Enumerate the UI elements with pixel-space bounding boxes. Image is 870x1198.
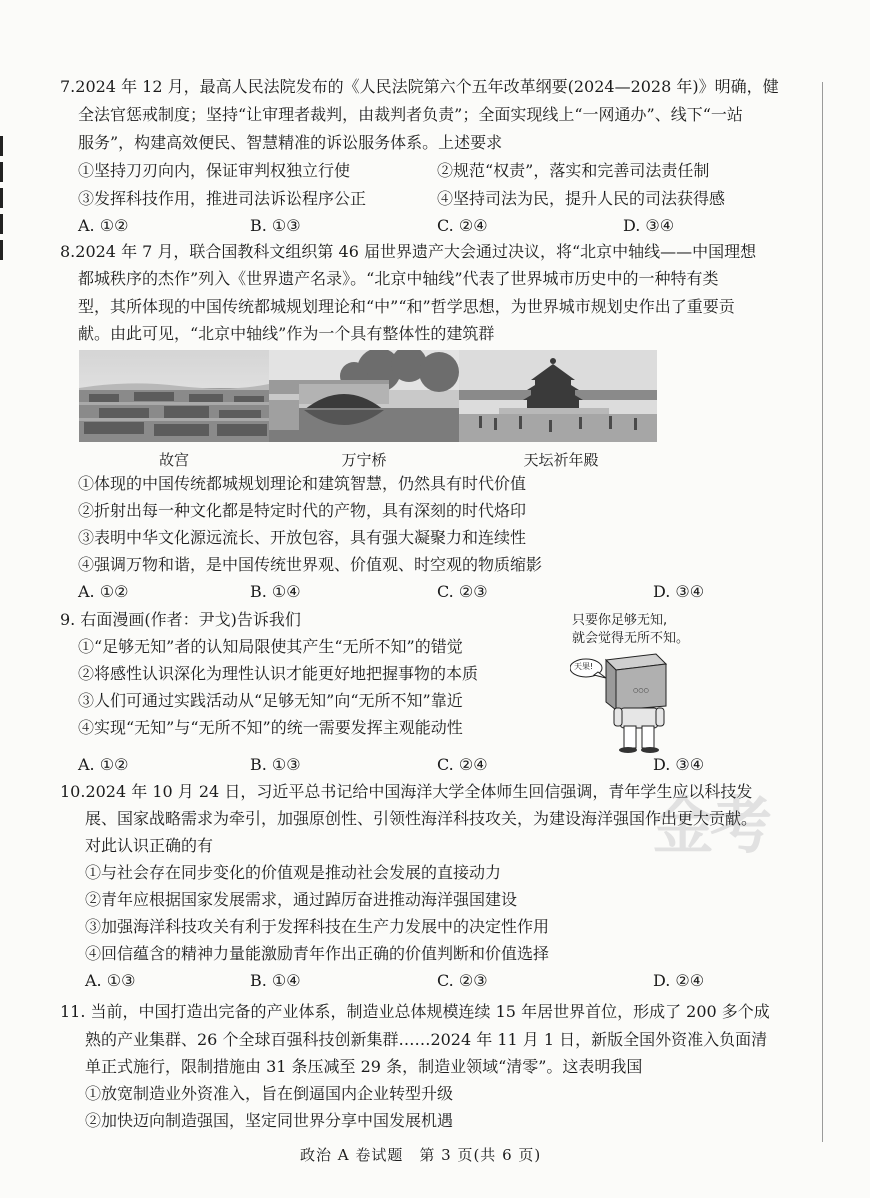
option-d: D. ③④ [623,216,675,235]
question-stem-line: 熟的产业集群、26 个全球百强科技创新集群……2024 年 11 月 1 日，新版全国外资准入负面清 [85,1030,768,1049]
binding-mark [0,240,3,260]
option-d: D. ②④ [653,971,705,990]
statement: ①体现的中国传统都城规划理论和建筑智慧，仍然具有时代价值 [78,474,527,493]
question-stem-line: 11. 当前，中国打造出完备的产业体系，制造业总体规模连续 15 年居世界首位，形成了 200 多个成 [60,1002,770,1021]
statement: ②将感性认识深化为理性认识才能更好地把握事物的本质 [78,664,479,683]
question-stem-line: 10.2024 年 10 月 24 日，习近平总书记给中国海洋大学全体师生回信强调，青年学生应以科技发 [60,782,753,801]
question-stem-line: 献。由此可见，“北京中轴线”作为一个具有整体性的建筑群 [78,324,495,343]
question-stem-line: 服务”，构建高效便民、智慧精准的诉讼服务体系。上述要求 [78,133,503,152]
statement: ②规范“权责”，落实和完善司法责任制 [437,161,710,180]
question-stem-line: 单正式施行，限制措施由 31 条压减至 29 条，制造业领域“清零”。这表明我国 [85,1057,643,1076]
statement: ①与社会存在同步变化的价值观是推动社会发展的直接动力 [85,863,502,882]
statement: ②折射出每一种文化都是特定时代的产物，具有深刻的时代烙印 [78,501,527,520]
question-stem-line: 对此认识正确的有 [85,836,214,855]
statement: ④强调万物和谐，是中国传统世界观、价值观、时空观的物质缩影 [78,555,543,574]
photo-caption: 万宁桥 [341,451,387,469]
statement: ②加快迈向制造强国，坚定同世界分享中国发展机遇 [85,1111,454,1130]
option-a: A. ①② [78,582,129,601]
question-stem-line: 全法官惩戒制度；坚持“让审理者裁判，由裁判者负责”；全面实现线上“一网通办”、线下“一站 [78,105,743,124]
cartoon-illustration [570,612,730,754]
statement: ②青年应根据国家发展需求，通过踔厉奋进推动海洋强国建设 [85,890,518,909]
statement: ③发挥科技作用，推进司法诉讼程序公正 [78,189,367,208]
photo-caption: 天坛祈年殿 [523,451,599,469]
option-b: B. ①④ [250,971,301,990]
statement: ①放宽制造业外资准入，旨在倒逼国内企业转型升级 [85,1084,454,1103]
question-stem-line: 都城秩序的杰作”列入《世界遗产名录》。“北京中轴线”代表了世界城市历史中的一种特有类 [78,269,719,288]
option-a: A. ①② [78,216,129,235]
binding-mark [0,214,3,234]
statement: ④回信蕴含的精神力量能激励青年作出正确的价值判断和价值选择 [85,944,550,963]
option-a: A. ①② [78,755,129,774]
option-c: C. ②③ [437,582,488,601]
question-stem-line: 型，其所体现的中国传统都城规划理论和“中”“和”哲学思想，为世界城市规划史作出了重要贡 [78,297,735,316]
forbidden-city-photo [79,350,269,442]
binding-mark [0,188,3,208]
option-c: C. ②③ [437,971,488,990]
option-b: B. ①③ [250,216,301,235]
svg-text:○○○: ○○○ [633,687,649,694]
cartoon-caption: 只要你足够无知, [572,613,668,628]
option-c: C. ②④ [437,216,488,235]
statement: ①坚持刀刃向内，保证审判权独立行使 [78,161,351,180]
option-c: C. ②④ [437,755,488,774]
watermark: 金考 [652,789,769,862]
margin-line [822,82,823,1142]
question-stem-line: 9. 右面漫画(作者：尹戈)告诉我们 [60,610,301,629]
statement: ①“足够无知”者的认知局限使其产生“无所不知”的错觉 [78,637,463,656]
temple-of-heaven-photo [459,350,657,442]
question-stem-line: 8.2024 年 7 月，联合国教科文组织第 46 届世界遗产大会通过决议，将“北京中轴线——中国理想 [60,242,757,261]
question-stem-line: 展、国家战略需求为牵引，加强原创性、引领性海洋科技攻关，为建设海洋强国作出更大贡献。 [85,809,758,828]
page-footer: 政治 A 卷试题 第 3 页(共 6 页) [300,1146,542,1164]
option-a: A. ①③ [85,971,136,990]
question-stem-line: 7.2024 年 12 月，最高人民法院发布的《人民法院第六个五年改革纲要(2024—2028 年)》明确，健 [60,77,779,96]
option-d: D. ③④ [653,582,705,601]
cartoon-caption: 就会觉得无所不知。 [572,631,690,646]
binding-mark [0,162,3,182]
binding-mark [0,136,3,156]
statement: ④坚持司法为民，提升人民的司法获得感 [437,189,726,208]
option-d: D. ③④ [653,755,705,774]
statement: ③表明中华文化源远流长、开放包容，具有强大凝聚力和连续性 [78,528,527,547]
statement: ④实现“无知”与“无所不知”的统一需要发挥主观能动性 [78,718,463,737]
photo-caption: 故宫 [158,451,189,469]
statement: ③加强海洋科技攻关有利于发挥科技在生产力发展中的决定性作用 [85,917,550,936]
wanning-bridge-photo [269,350,459,442]
statement: ③人们可通过实践活动从“足够无知”向“无所不知”靠近 [78,691,463,710]
cartoon-speech: 天果! [574,662,594,671]
option-b: B. ①④ [250,582,301,601]
option-b: B. ①③ [250,755,301,774]
